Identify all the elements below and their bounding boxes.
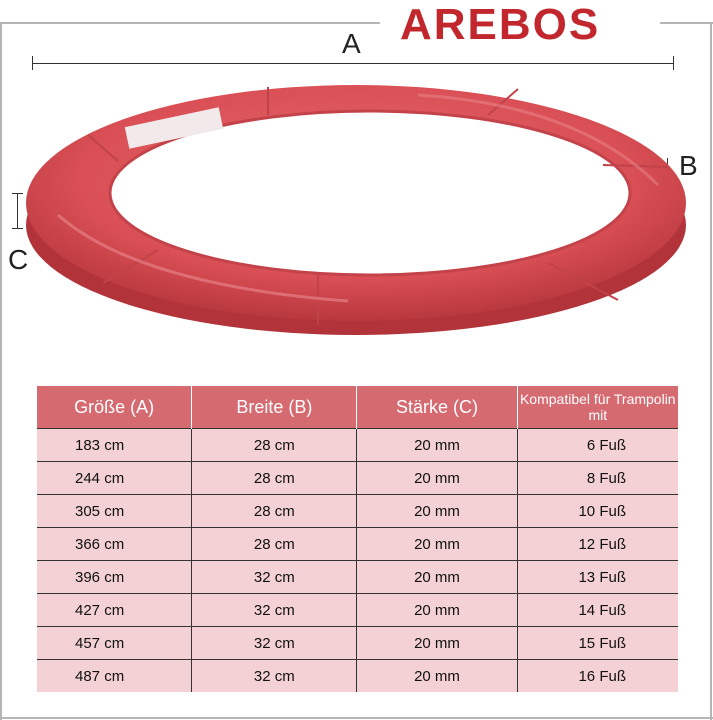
dimension-a-tick-right [673, 56, 674, 70]
header-thickness: Stärke (C) [357, 386, 517, 429]
cell-size: 305 cm [37, 495, 192, 528]
cell-compatible: 15 Fuß [517, 627, 678, 660]
cell-width: 32 cm [192, 561, 357, 594]
trampoline-pad-image [18, 75, 698, 345]
table-row [37, 660, 678, 693]
trampoline-pad-illustration [18, 75, 698, 345]
dimension-b-label: B [679, 150, 698, 181]
frame-left-line [0, 22, 2, 720]
header-width: Breite (B) [192, 386, 357, 429]
cell-compatible: 14 Fuß [517, 594, 678, 627]
cell-width: 28 cm [192, 462, 357, 495]
cell-compatible: 8 Fuß [517, 462, 678, 495]
cell-thickness: 20 mm [357, 627, 517, 660]
cell-size: 183 cm [37, 429, 192, 462]
brand-logo [400, 2, 600, 48]
cell-size: 396 cm [37, 561, 192, 594]
cell-width: 32 cm [192, 660, 357, 693]
brand-logo-text: AREBOS [400, 0, 601, 49]
cell-compatible: 12 Fuß [517, 528, 678, 561]
dimension-a-label: A [342, 28, 361, 59]
cell-size: 487 cm [37, 660, 192, 693]
cell-compatible: 16 Fuß [517, 660, 678, 693]
table-row [37, 561, 678, 594]
cell-width: 28 cm [192, 495, 357, 528]
header-compatible: Kompatibel für Trampolin mit [517, 386, 678, 429]
table-row [37, 462, 678, 495]
dimension-a-tick-left [32, 56, 33, 70]
cell-width: 32 cm [192, 594, 357, 627]
cell-thickness: 20 mm [357, 528, 517, 561]
dimension-a-line [32, 63, 674, 64]
cell-compatible: 10 Fuß [517, 495, 678, 528]
table-row [37, 429, 678, 462]
frame-right-line [710, 22, 712, 720]
frame-top-right-line [660, 22, 713, 24]
cell-compatible: 13 Fuß [517, 561, 678, 594]
cell-size: 457 cm [37, 627, 192, 660]
cell-size: 427 cm [37, 594, 192, 627]
frame-top-line [0, 22, 380, 24]
cell-size: 366 cm [37, 528, 192, 561]
table-row [37, 528, 678, 561]
dimension-c-label: C [8, 244, 29, 275]
cell-thickness: 20 mm [357, 429, 517, 462]
header-size: Größe (A) [37, 386, 192, 429]
cell-compatible: 6 Fuß [517, 429, 678, 462]
cell-width: 32 cm [192, 627, 357, 660]
cell-size: 244 cm [37, 462, 192, 495]
table-row [37, 627, 678, 660]
cell-width: 28 cm [192, 528, 357, 561]
cell-thickness: 20 mm [357, 462, 517, 495]
frame-bottom-line [0, 717, 713, 719]
cell-thickness: 20 mm [357, 594, 517, 627]
cell-thickness: 20 mm [357, 660, 517, 693]
table-row [37, 495, 678, 528]
cell-thickness: 20 mm [357, 495, 517, 528]
cell-width: 28 cm [192, 429, 357, 462]
table-row [37, 594, 678, 627]
cell-thickness: 20 mm [357, 561, 517, 594]
size-specification-table [37, 386, 678, 692]
table-header-row [37, 386, 678, 429]
